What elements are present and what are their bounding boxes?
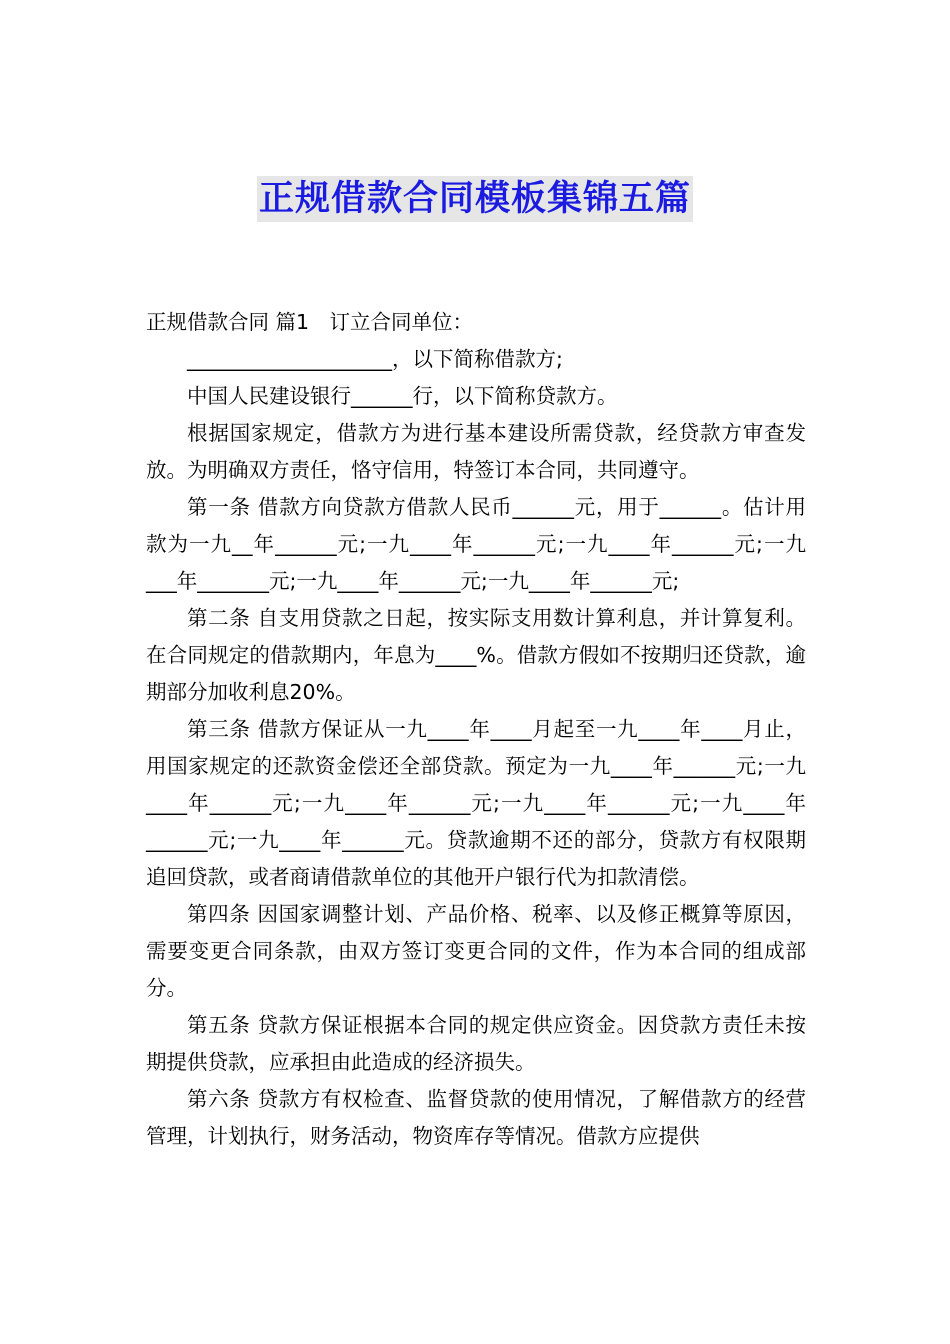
paragraph-article-6: 第六条 贷款方有权检查、监督贷款的使用情况，了解借款方的经营管理，计划执行，财务活动，物资库存等情况。借款方应提供 <box>146 1087 806 1148</box>
document-title: 正规借款合同模板集锦五篇 <box>257 176 693 222</box>
paragraph-borrower: ____________________，以下简称借款方; <box>187 347 563 371</box>
paragraph-article-3: 第三条 借款方保证从一九____年____月起至一九____年____月止，用国家规定的还款资金偿还全部贷款。预定为一九____年______元;一九____年______元;一九____年______元;一九____年______元;一九____年______元;一九____年______元。贷款逾期不还的部分，贷款方有权限期追回贷款，或者商请借款单位的其他开户银行代为扣款清偿。 <box>146 717 806 889</box>
paragraph-article-4: 第四条 因国家调整计划、产品价格、税率、以及修正概算等原因，需要变更合同条款，由双方签订变更合同的文件，作为本合同的组成部分。 <box>146 902 806 1000</box>
paragraph-article-1: 第一条 借款方向贷款方借款人民币______元，用于______。估计用款为一九__年______元;一九____年______元;一九____年______元;一九___年_______元;一九____年______元;一九____年______元; <box>146 495 806 593</box>
paragraph-article-5: 第五条 贷款方保证根据本合同的规定供应资金。因贷款方责任未按期提供贷款，应承担由此造成的经济损失。 <box>146 1013 806 1074</box>
paragraph-preamble: 根据国家规定，借款方为进行基本建设所需贷款，经贷款方审查发放。为明确双方责任，恪守信用，特签订本合同，共同遵守。 <box>146 421 806 482</box>
paragraph-lender: 中国人民建设银行______行，以下简称贷款方。 <box>187 384 618 408</box>
document-body <box>146 304 806 1155</box>
paragraph-article-2: 第二条 自支用贷款之日起，按实际支用数计算利息，并计算复利。在合同规定的借款期内，年息为____%。借款方假如不按期归还贷款，逾期部分加收利息20%。 <box>146 606 806 704</box>
title-area <box>0 176 950 222</box>
paragraph-heading: 正规借款合同 篇1 订立合同单位： <box>146 310 474 334</box>
